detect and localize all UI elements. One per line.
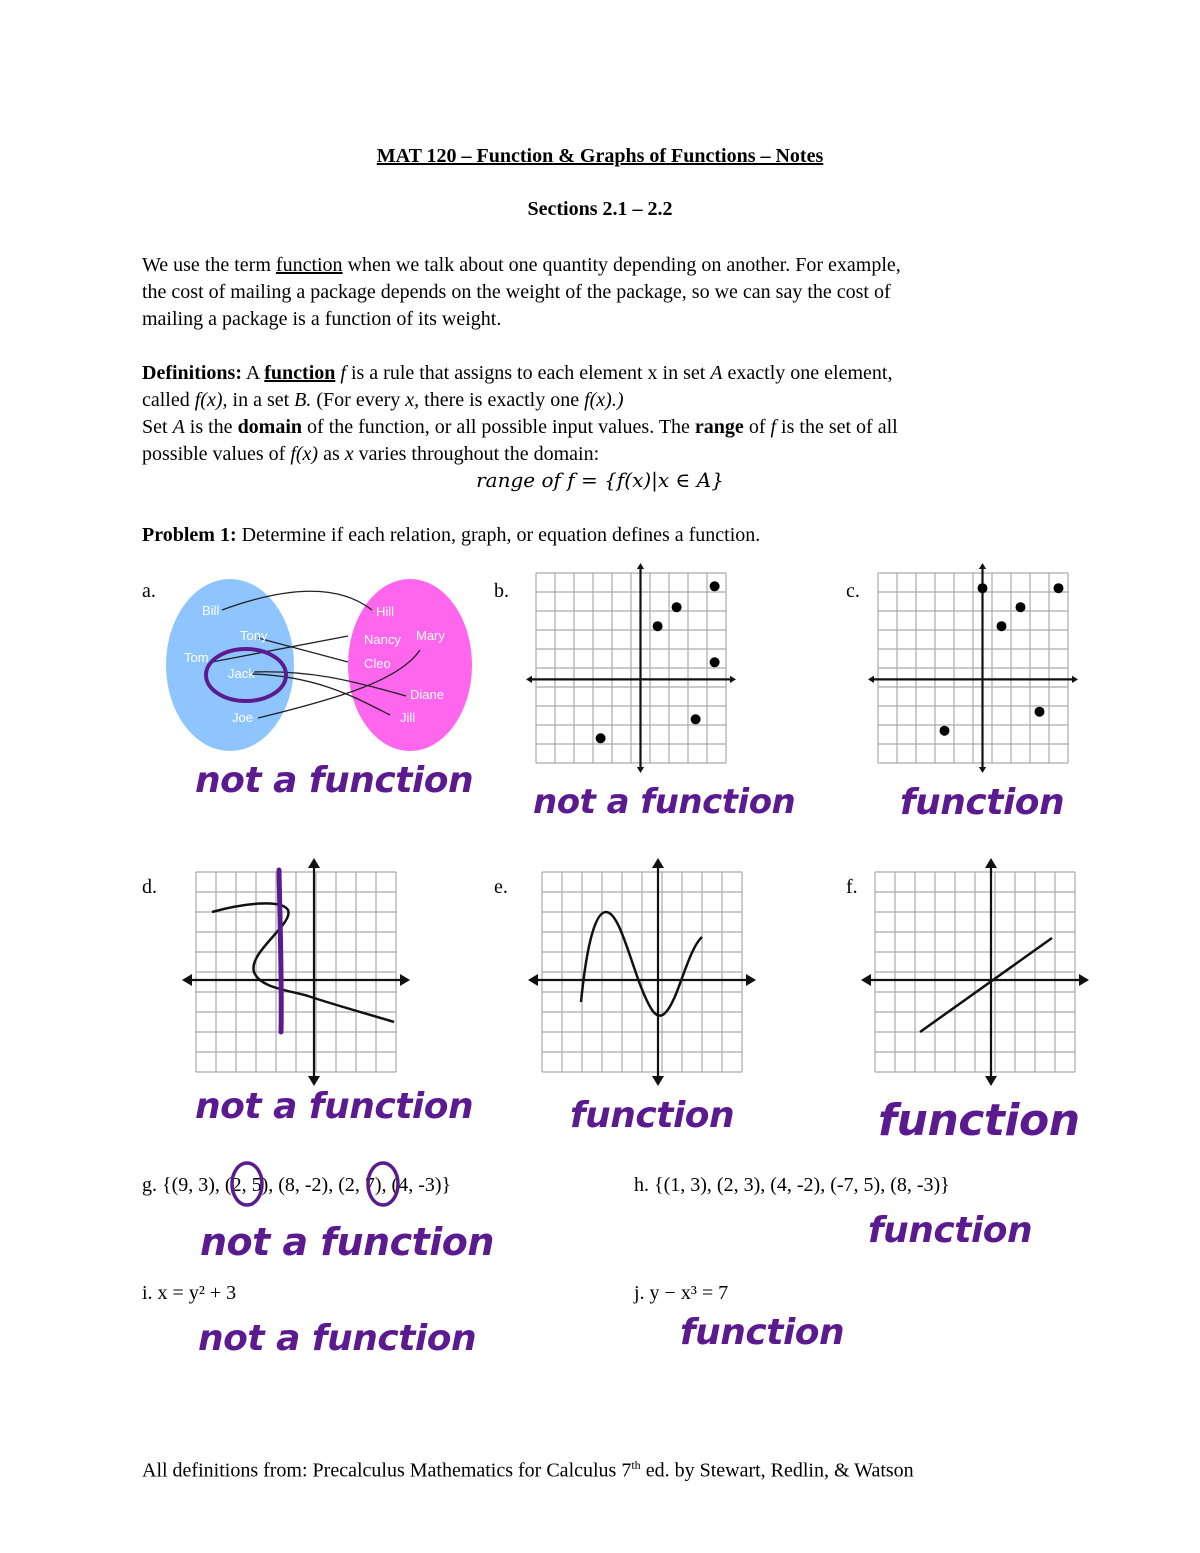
part-f-label: f. bbox=[846, 876, 858, 898]
graph-e bbox=[524, 862, 758, 1084]
part-h: h. {(1, 3), (2, 3), (4, -2), (-7, 5), (8, -3)} bbox=[634, 1174, 950, 1196]
data-point bbox=[710, 581, 720, 591]
definition-line-3 bbox=[142, 414, 1062, 441]
intro-line-2: the cost of mailing a package depends on the weight of the package, so we can say the cost of bbox=[142, 281, 891, 303]
g-circles bbox=[228, 1160, 428, 1210]
data-point bbox=[997, 621, 1007, 631]
problem-line bbox=[142, 522, 1062, 549]
part-b-label: b. bbox=[494, 580, 509, 602]
definition-var: f bbox=[340, 362, 346, 384]
page-title: MAT 120 – Function & Graphs of Functions – Notes bbox=[376, 145, 824, 167]
data-point bbox=[596, 733, 606, 743]
part-d-label: d. bbox=[142, 876, 157, 898]
definition-var: B. bbox=[294, 389, 312, 411]
data-point bbox=[710, 657, 720, 667]
range-formula: range of f = {f(x)|x ∈ A} bbox=[476, 468, 724, 492]
x-axis-arrow-left bbox=[526, 676, 532, 683]
answer-e: function bbox=[570, 1095, 735, 1136]
data-point bbox=[672, 602, 682, 612]
answer-h: function bbox=[868, 1210, 1033, 1251]
domain-label: Jack bbox=[228, 666, 255, 681]
answer-b: not a function bbox=[533, 782, 796, 822]
definition-text: exactly one element, bbox=[727, 362, 893, 384]
y-axis-arrow-up bbox=[652, 858, 664, 868]
part-e-label: e. bbox=[494, 876, 508, 898]
y-axis-arrow-down bbox=[979, 767, 986, 773]
definition-line-4 bbox=[142, 441, 1062, 468]
mapping-diagram bbox=[160, 580, 480, 750]
footer-sup: th bbox=[631, 1458, 641, 1472]
definition-term: function bbox=[264, 362, 336, 384]
answer-f: function bbox=[878, 1095, 1080, 1146]
domain-label: Tony bbox=[240, 628, 268, 643]
x-axis-arrow-left bbox=[528, 974, 538, 986]
part-g: g. {(9, 3), (2, 5), (8, -2), (2, 7), (4, -3)} bbox=[142, 1174, 452, 1196]
graph-f bbox=[857, 862, 1091, 1084]
answer-g: not a function bbox=[200, 1220, 494, 1264]
vertical-line-annotation bbox=[279, 870, 281, 1032]
definition-var: A bbox=[172, 416, 185, 438]
data-point bbox=[978, 583, 988, 593]
definition-term: domain bbox=[237, 416, 303, 438]
footer-citation bbox=[142, 1458, 914, 1483]
part-j: j. y − x³ = 7 bbox=[634, 1282, 729, 1304]
domain-label: Bill bbox=[202, 603, 220, 618]
definition-text: possible values of bbox=[142, 443, 286, 465]
data-point bbox=[1035, 707, 1045, 717]
definition-text: as bbox=[323, 443, 340, 465]
data-point bbox=[691, 714, 701, 724]
definition-var: f(x) bbox=[290, 443, 319, 465]
range-label: Jill bbox=[400, 710, 416, 725]
sections-heading: Sections 2.1 – 2.2 bbox=[527, 198, 673, 220]
x-axis-arrow-left bbox=[182, 974, 192, 986]
definition-text: of bbox=[748, 416, 766, 438]
y-axis-arrow-up bbox=[985, 858, 997, 868]
definition-text: (For every bbox=[316, 389, 401, 411]
definition-text: called bbox=[142, 389, 190, 411]
intro-term: function bbox=[275, 254, 343, 276]
x-axis-arrow-right bbox=[400, 974, 410, 986]
range-label: Hill bbox=[376, 604, 395, 619]
definition-var: f(x), bbox=[194, 389, 228, 411]
definition-var: f bbox=[770, 416, 777, 438]
x-axis-arrow-right bbox=[746, 974, 756, 986]
answer-c: function bbox=[900, 782, 1065, 823]
answer-i: not a function bbox=[198, 1318, 477, 1359]
definition-text: A bbox=[245, 362, 260, 384]
footer-text: All definitions from: Precalculus Mathematics for Calculus 7 bbox=[142, 1459, 632, 1482]
answer-d: not a function bbox=[195, 1086, 474, 1127]
y-axis-arrow-down bbox=[652, 1076, 664, 1086]
definition-text: in a set bbox=[232, 389, 290, 411]
circle-annotation bbox=[368, 1163, 398, 1205]
definitions-label: Definitions: bbox=[142, 362, 242, 384]
definition-text: is the bbox=[189, 416, 233, 438]
y-axis-arrow-up bbox=[637, 563, 644, 569]
part-i: i. x = y² + 3 bbox=[142, 1282, 237, 1304]
definition-var: x bbox=[344, 443, 354, 465]
graph-d bbox=[178, 862, 412, 1084]
definition-text: there is exactly one bbox=[424, 389, 580, 411]
definition-text: Set bbox=[142, 416, 168, 438]
problem-label: Problem 1: bbox=[142, 524, 237, 546]
graph-b bbox=[525, 568, 747, 778]
intro-text: We use the term bbox=[142, 254, 271, 276]
y-axis-arrow-down bbox=[985, 1076, 997, 1086]
part-c-label: c. bbox=[846, 580, 860, 602]
x-axis-arrow-right bbox=[1079, 974, 1089, 986]
x-axis-arrow-right bbox=[1072, 676, 1078, 683]
range-label: Nancy bbox=[364, 632, 401, 647]
y-axis-arrow-down bbox=[308, 1076, 320, 1086]
answer-a: not a function bbox=[195, 760, 474, 801]
definition-var: x, bbox=[405, 389, 420, 411]
intro-line-3: mailing a package is a function of its weight. bbox=[142, 308, 502, 330]
footer-text: ed. by Stewart, Redlin, & Watson bbox=[645, 1459, 914, 1482]
definition-text: of the function, or all possible input values. The bbox=[307, 416, 690, 438]
intro-line-1 bbox=[142, 252, 1062, 279]
circle-annotation bbox=[232, 1163, 262, 1205]
definition-term: range bbox=[694, 416, 744, 438]
y-axis-arrow-down bbox=[637, 767, 644, 773]
domain-oval bbox=[166, 579, 294, 751]
range-label: Diane bbox=[410, 687, 444, 702]
data-point bbox=[1054, 583, 1064, 593]
domain-label: Tom bbox=[184, 650, 209, 665]
range-label: Mary bbox=[416, 628, 445, 643]
curve bbox=[212, 903, 394, 1022]
definition-text: is the set of all bbox=[781, 416, 898, 438]
y-axis-arrow-up bbox=[979, 563, 986, 569]
y-axis-arrow-up bbox=[308, 858, 320, 868]
definition-text: varies throughout the domain: bbox=[358, 443, 600, 465]
definition-var: A bbox=[710, 362, 723, 384]
graph-c bbox=[867, 568, 1089, 778]
intro-text: when we talk about one quantity depending on another. For example, bbox=[347, 254, 901, 276]
range-label: Cleo bbox=[364, 656, 391, 671]
definition-line-1 bbox=[142, 360, 1062, 387]
definition-text: is a rule that assigns to each element x in set bbox=[350, 362, 706, 384]
answer-j: function bbox=[680, 1312, 845, 1353]
x-axis-arrow-right bbox=[730, 676, 736, 683]
data-point bbox=[653, 621, 663, 631]
x-axis-arrow-left bbox=[861, 974, 871, 986]
data-point bbox=[1016, 602, 1026, 612]
x-axis-arrow-left bbox=[868, 676, 874, 683]
part-a-label: a. bbox=[142, 580, 156, 602]
problem-text: Determine if each relation, graph, or equation defines a function. bbox=[241, 524, 761, 546]
definition-line-2 bbox=[142, 387, 1062, 414]
data-point bbox=[940, 726, 950, 736]
definition-var: f(x).) bbox=[584, 389, 624, 411]
domain-label: Joe bbox=[232, 710, 253, 725]
